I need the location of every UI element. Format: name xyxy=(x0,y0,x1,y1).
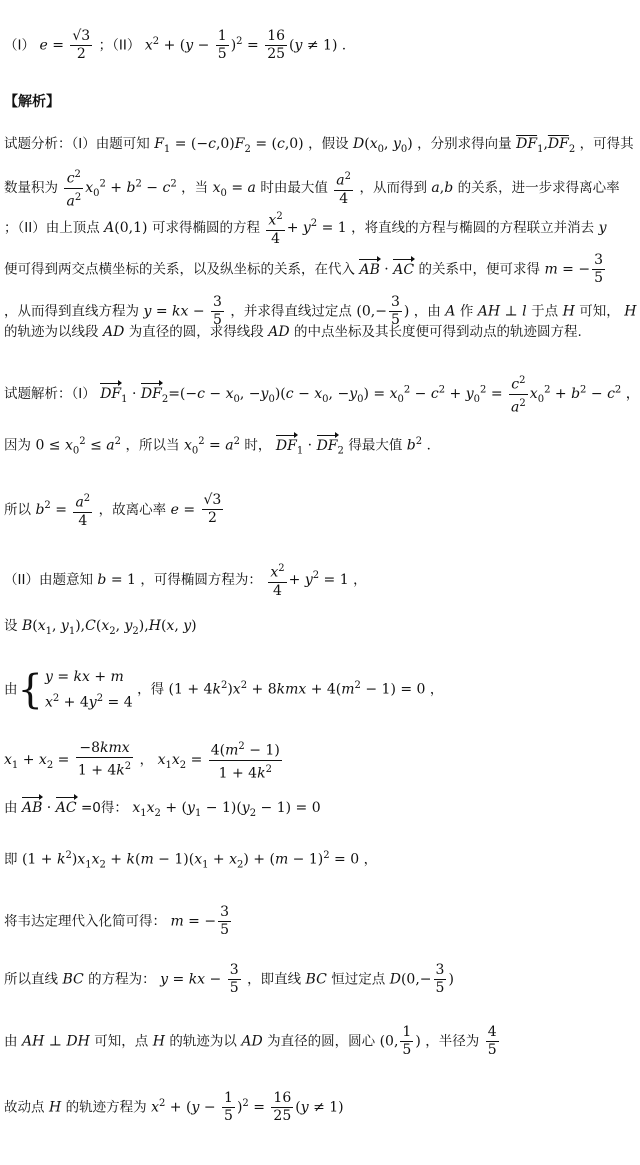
solution-line-9: 即 $(1 + k^2)x_1x_2 + k(m - 1)(x_1 + x_2) + (m - 1)^2 = 0$ ， xyxy=(4,850,378,871)
solution-line-12: 由 AH ⊥ DH 可知，点 H 的轨迹为以 AD 为直径的圆，圆心 (0, $\frac{1}{5}$ ) ，半径为 $\frac{4}{5}$ xyxy=(4,1024,497,1058)
answer-part1-label: （I） xyxy=(4,37,35,54)
answer-line: （I） e = $\frac{√3}{2}$ ；（II） $x^2 + (y$ − $\frac{1}{5}$ )$^2$ = $\frac{16}{25}$ (y ≠ 1) ． xyxy=(4,28,356,62)
analysis-line-6: 的轨迹为以线段 AD 为直径的圆，求得线段 AD 的中点坐标及其长度便可得到动点的轨迹圆方程. xyxy=(4,324,582,340)
analysis-line-1: 试题分析：（I）由题可知 $F_1 = (-c,0)F_2 = (c,0)$ ，假设 $D(x_0$, $y_0$) ，分别求得向量 $\overline{DF}_1,\overline{DF}_2$ ，可得其 xyxy=(4,136,634,155)
solution-line-4: （II）由题意知 b = 1 ，可得椭圆方程为： $\frac{x^2}{4}$ + $y^2 = 1$ ， xyxy=(4,560,626,600)
solution-line-2: 因为 $0 \le x_0^2 \le a^2$ ，所以当 $x_0^2 = a^2$ 时， $DF_1 \cdot DF_2$ 得最大值 $b^2$ ． xyxy=(4,436,441,457)
solution-line-6: 由{ y = kx + m $x^2 + 4y^2 = 4$ ，得 $(1 + 4k^2)x^2 + 8kmx + 4(m^2 - 1) = 0$ ， xyxy=(4,666,444,713)
analysis-line-4: 便可得到两交点横坐标的关系，以及纵坐标的关系，在代入 AB · AC 的关系中，便可求得 m = − $\frac{3}{5}$ xyxy=(4,252,604,286)
solution-line-3: 所以 $b^2$ = $\frac{a^2}{4}$ ，故离心率 e = $\frac{√3}{2}$ xyxy=(4,490,626,530)
eccentricity-fraction: $\frac{√3}{2}$ xyxy=(72,28,91,62)
answer-e-formula: e xyxy=(39,37,48,54)
solution-line-7: $x_1 + x_2$ = $\frac{\text{−8kmx}}{1 + 4k^2}$ ， $x_1x_2$ = $\frac{4(m^2 - 1)}{1 + 4k^2}$ xyxy=(4,738,626,782)
solution-line-10: 将韦达定理代入化简可得： m = − $\frac{3}{5}$ xyxy=(4,904,230,938)
solution-line-11: 所以直线 BC 的方程为： y = kx − $\frac{3}{5}$ ，即直线 BC 恒过定点 D(0,− $\frac{3}{5}$ ) xyxy=(4,962,454,996)
analysis-line-5: ，从而得到直线方程为 y = kx − $\frac{3}{5}$ ，并求得直线过定点 (0,− $\frac{3}{5}$ ) ，由 A 作 AH ⊥ l 于点 H 可知， H xyxy=(4,294,637,328)
solution-line-5: 设 $B(x_1$, $y_1),C(x_2$, $y_2),H(x$, y) xyxy=(4,618,197,637)
analysis-line-2: 数量积为 $\frac{c^2}{a^2}$ $x_0^2 + b^2 - c^2$ ，当 $x_0 = a$ 时由最大值 $\frac{a^2}{4}$ ，从而得到 a,b 的关系，进一步求得离心率 xyxy=(4,166,626,210)
solution-line-13: 故动点 H 的轨迹方程为 $x^2 + (y$ − $\frac{1}{5}$ )$^2$ = $\frac{16}{25}$ (y ≠ 1) xyxy=(4,1090,344,1124)
answer-part2-label: ；（II） xyxy=(98,37,141,54)
answer-circle-equation: x xyxy=(144,37,153,54)
analysis-header: 【解析】 xyxy=(4,94,60,110)
solution-line-1: 试题解析：（I） $DF_1 \cdot DF_2=(-c - x_0$, $-y_0)(c - x_0$, $-y_0) = x_0^2 - c^2 + y_0^2$ = $\frac{c^2}{a^2}$ $x_0^2 + b^2 - c^2$ ， xyxy=(4,372,626,416)
solution-line-8: 由 AB · AC =0得： $x_1x_2 + (y_1 - 1)(y_2 - 1) = 0$ xyxy=(4,800,321,819)
analysis-line-3: ；（II）由上顶点 A(0,1) 可求得椭圆的方程 $\frac{x^2}{4}$ + $y^2 = 1$ ，将直线的方程与椭圆的方程联立并消去 y xyxy=(4,208,626,248)
